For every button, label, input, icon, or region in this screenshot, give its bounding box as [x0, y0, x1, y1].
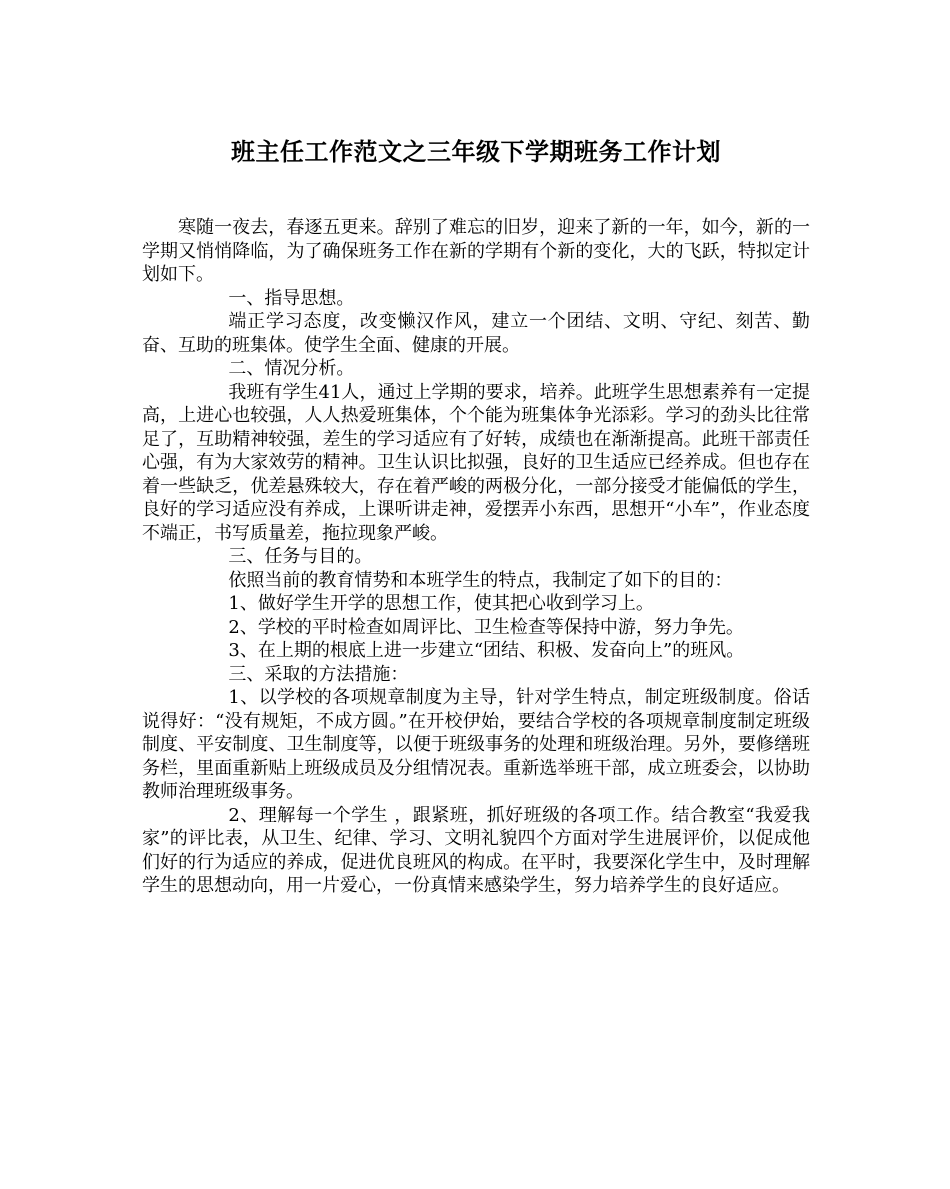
document-title: 班主任工作范文之三年级下学期班务工作计划 — [231, 138, 721, 166]
document-body — [142, 216, 810, 898]
paragraph-goals-intro: 依照当前的教育情势和本班学生的特点，我制定了如下的目的： — [228, 569, 733, 591]
goal-item-3: 3、在上期的根底上进一步建立“团结、积极、发奋向上”的班风。 — [228, 640, 745, 661]
section-heading-guiding-thought: 一、指导思想。 — [228, 287, 355, 309]
paragraph-guiding-thought: 端正学习态度，改变懒汉作风，建立一个团结、文明、守纪、刻苦、勤奋、互助的班集体。使学生全面、健康的开展。 — [142, 311, 810, 356]
paragraph-intro: 寒随一夜去，春逐五更来。辞别了难忘的旧岁，迎来了新的一年，如今，新的一学期又悄悄降临，为了确保班务工作在新的学期有个新的变化，大的飞跃，特拟定计划如下。 — [142, 217, 810, 285]
section-heading-measures: 三、采取的方法措施： — [228, 663, 409, 685]
measure-item-1: 1、以学校的各项规章制度为主导，针对学生特点，制定班级制度。俗话说得好：“没有规矩，不成方圆。”在开校伊始，要结合学校的各项规章制度制定班级制度、平安制度、卫生制度等，以便于班级事务的处理和班级治理。另外，要修缮班务栏，里面重新贴上班级成员及分组情况表。重新选举班干部，成立班委会，以协助教师治理班级事务。 — [142, 687, 810, 802]
goal-item-1: 1、做好学生开学的思想工作，使其把心收到学习上。 — [228, 593, 654, 614]
section-heading-situation-analysis: 二、情况分析。 — [228, 358, 355, 379]
goal-item-2: 2、学校的平时检查如周评比、卫生检查等保持中游，努力争先。 — [228, 616, 744, 638]
section-heading-tasks-goals: 三、任务与目的。 — [228, 546, 373, 567]
measure-item-2: 2、理解每一个学生 ，跟紧班，抓好班级的各项工作。结合教室“我爱我家”的评比表，从卫生、纪律、学习、文明礼貌四个方面对学生进展评价，以促成他们好的行为适应的养成，促进优良班风的构成。在平时，我要深化学生中，及时理解学生的思想动向，用一片爱心，一份真情来感染学生，努力培养学生的良好适应。 — [142, 804, 810, 896]
paragraph-situation-analysis: 我班有学生41人，通过上学期的要求，培养。此班学生思想素养有一定提高，上进心也较强，人人热爱班集体，个个能为班集体争光添彩。学习的劲头比往常足了，互助精神较强，差生的学习适应有了好转，成绩也在渐渐提高。此班干部责任心强，有为大家效劳的精神。卫生认识比拟强，良好的卫生适应已经养成。但也存在着一些缺乏，优差悬殊较大，存在着严峻的两极分化，一部分接受才能偏低的学生，良好的学习适应没有养成，上课听讲走神，爱摆弄小东西，思想开“小车”，作业态度不端正，书写质量差，拖拉现象严峻。 — [142, 381, 810, 544]
document-page — [142, 134, 810, 898]
